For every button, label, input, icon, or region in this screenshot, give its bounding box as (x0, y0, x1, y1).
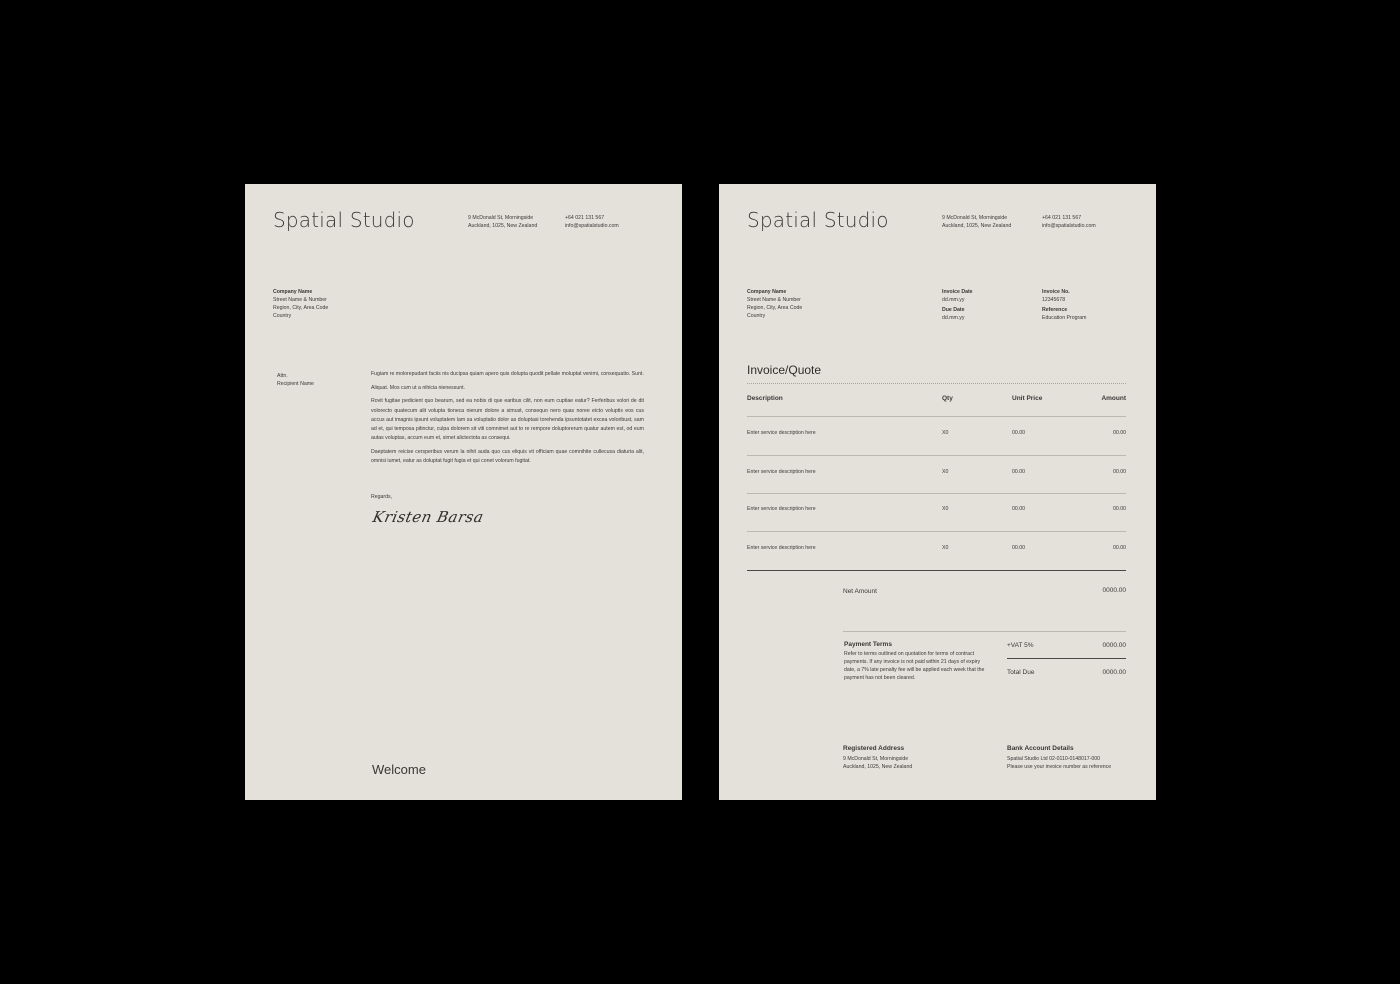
total-rule (1007, 658, 1126, 659)
phone: +64 021 131 567 (565, 215, 605, 221)
welcome-footer: Welcome (372, 762, 426, 777)
recipient-block (273, 288, 328, 320)
recipient-name: Recipient Name (277, 381, 314, 387)
street: Street Name & Number (747, 297, 801, 303)
country: Country (273, 313, 292, 319)
company-name: Company Name (747, 289, 787, 295)
brand-logo: Spatial Studio (747, 208, 889, 232)
col-description: Description (747, 395, 783, 402)
row-unit-price: 00.00 (1012, 506, 1025, 512)
col-amount: Amount (1101, 395, 1126, 402)
brand-logo: Spatial Studio (273, 208, 415, 232)
row-amount: 00.00 (1113, 469, 1126, 475)
studio-contact (1042, 214, 1096, 230)
vat-value: 0000.00 (1102, 642, 1126, 649)
registered-address-block (843, 745, 912, 771)
table-row (719, 506, 1156, 518)
bank-line-1: Spatial Studio Ltd 02-0110-0148017-000 (1007, 756, 1101, 762)
payment-terms-text: Refer to terms outlined on quotation for terms of contract payments. If any invoice is not paid within 21 days of expiry date, a 7% late penalty fee will be applied each week that the payment has not been cleared. (844, 651, 985, 681)
address-line-1: 9 McDonald St, Morningside (942, 215, 1008, 221)
street: Street Name & Number (273, 297, 327, 303)
country: Country (747, 313, 766, 319)
table-row (719, 430, 1156, 442)
invoice-date-value: dd.mm.yy (942, 297, 965, 303)
invoice-page (719, 184, 1156, 800)
row-divider (747, 455, 1126, 456)
row-qty: X0 (942, 506, 949, 512)
email: info@spatialstudio.com (565, 223, 619, 229)
registered-address-line-2: Auckland, 1025, New Zealand (843, 764, 913, 770)
company-name: Company Name (273, 289, 313, 295)
row-unit-price: 00.00 (1012, 469, 1025, 475)
table-row (719, 545, 1156, 557)
bank-details-block (1007, 745, 1111, 771)
attn-block (277, 372, 314, 388)
invoice-no-value: 12345678 (1042, 297, 1066, 303)
col-qty: Qty (942, 395, 953, 402)
region: Region, City, Area Code (747, 305, 803, 311)
paragraph: Rovit fugitae pedicient quo bearum, sed ea nobis di que earibus cilit, non eum cuptiae eatur? Ferferibus volori de dit volorecto quatecum alit volupta tioneca nierum dolore a simust, consequo nero quas noree eicto voluptis eos cus accus aut imagnis ipsunt voluptatem lam sa voluptatio dolor as doluptasi torehenda ipsuntotatet excea voloribust, sam ad et, qui temposa pitinctur, culpa dolorem sit viti comnimet aut to re rempore doluptorerum quatur autem est, od eum autas voluptas, accum eum et, simet alictectota as consequi. (371, 398, 644, 442)
total-due-label: Total Due (1007, 669, 1035, 676)
studio-address (468, 214, 537, 230)
region: Region, City, Area Code (273, 305, 329, 311)
due-date-value: dd.mm.yy (942, 315, 965, 321)
table-end-rule (747, 570, 1126, 571)
row-amount: 00.00 (1113, 545, 1126, 551)
invoice-date-label: Invoice Date (942, 289, 973, 295)
registered-address-label: Registered Address (843, 745, 905, 752)
letterhead-page (245, 184, 682, 800)
row-qty: X0 (942, 545, 949, 551)
paragraph: Aliquat. Mos cum ut a nihicia nienessunt. (371, 384, 466, 391)
row-description: Enter service description here (747, 430, 816, 436)
address-line-2: Auckland, 1025, New Zealand (942, 223, 1012, 229)
col-unit-price: Unit Price (1012, 395, 1043, 402)
invoice-ids (1042, 288, 1086, 322)
closing: Regards, (371, 494, 393, 500)
row-divider (747, 416, 1126, 417)
row-unit-price: 00.00 (1012, 545, 1025, 551)
registered-address-line-1: 9 McDonald St, Morningside (843, 756, 909, 762)
row-description: Enter service description here (747, 506, 816, 512)
bank-line-2: Please use your invoice number as reference (1007, 764, 1112, 770)
studio-address (942, 214, 1011, 230)
invoice-title: Invoice/Quote (747, 363, 822, 377)
address-line-2: Auckland, 1025, New Zealand (468, 223, 538, 229)
totals-divider (843, 631, 1126, 632)
row-amount: 00.00 (1113, 430, 1126, 436)
reference-label: Reference (1042, 307, 1068, 313)
letter-body (371, 370, 644, 471)
row-divider (747, 531, 1126, 532)
recipient-block (747, 288, 802, 320)
row-description: Enter service description here (747, 545, 816, 551)
paragraph: Daeptatem reicise cersperibus verum la nihit auda quo cus eliquis vit officiam quae comnihite cullecusa diaturia alit, omnisi iumet, eatur as doluptat fugit fugia et qui conet volorum fugitat. (371, 448, 644, 465)
total-due-value: 0000.00 (1102, 669, 1126, 676)
title-divider (747, 383, 1126, 384)
address-line-1: 9 McDonald St, Morningside (468, 215, 534, 221)
phone: +64 021 131 567 (1042, 215, 1082, 221)
payment-terms-label: Payment Terms (844, 641, 892, 648)
row-unit-price: 00.00 (1012, 430, 1025, 436)
row-description: Enter service description here (747, 469, 816, 475)
reference-value: Education Program (1042, 315, 1087, 321)
net-amount-value: 0000.00 (1102, 587, 1126, 594)
signature: Kristen Barsa (371, 508, 486, 526)
vat-label: +VAT 5% (1007, 642, 1034, 649)
invoice-no-label: Invoice No. (1042, 289, 1070, 295)
bank-details-label: Bank Account Details (1007, 745, 1074, 752)
email: info@spatialstudio.com (1042, 223, 1096, 229)
table-row (719, 469, 1156, 481)
studio-contact (565, 214, 619, 230)
attn-label: Attn. (277, 373, 288, 379)
row-qty: X0 (942, 430, 949, 436)
row-qty: X0 (942, 469, 949, 475)
due-date-label: Due Date (942, 307, 965, 313)
row-amount: 00.00 (1113, 506, 1126, 512)
invoice-dates (942, 288, 973, 322)
paragraph: Fugiam re molorepudant faciis nis ducipsa quiam apero quis dolupta quodit pellate moluptat venimi, consequatio. Sunt. (371, 371, 644, 377)
net-amount-label: Net Amount (843, 588, 877, 595)
row-divider (747, 493, 1126, 494)
